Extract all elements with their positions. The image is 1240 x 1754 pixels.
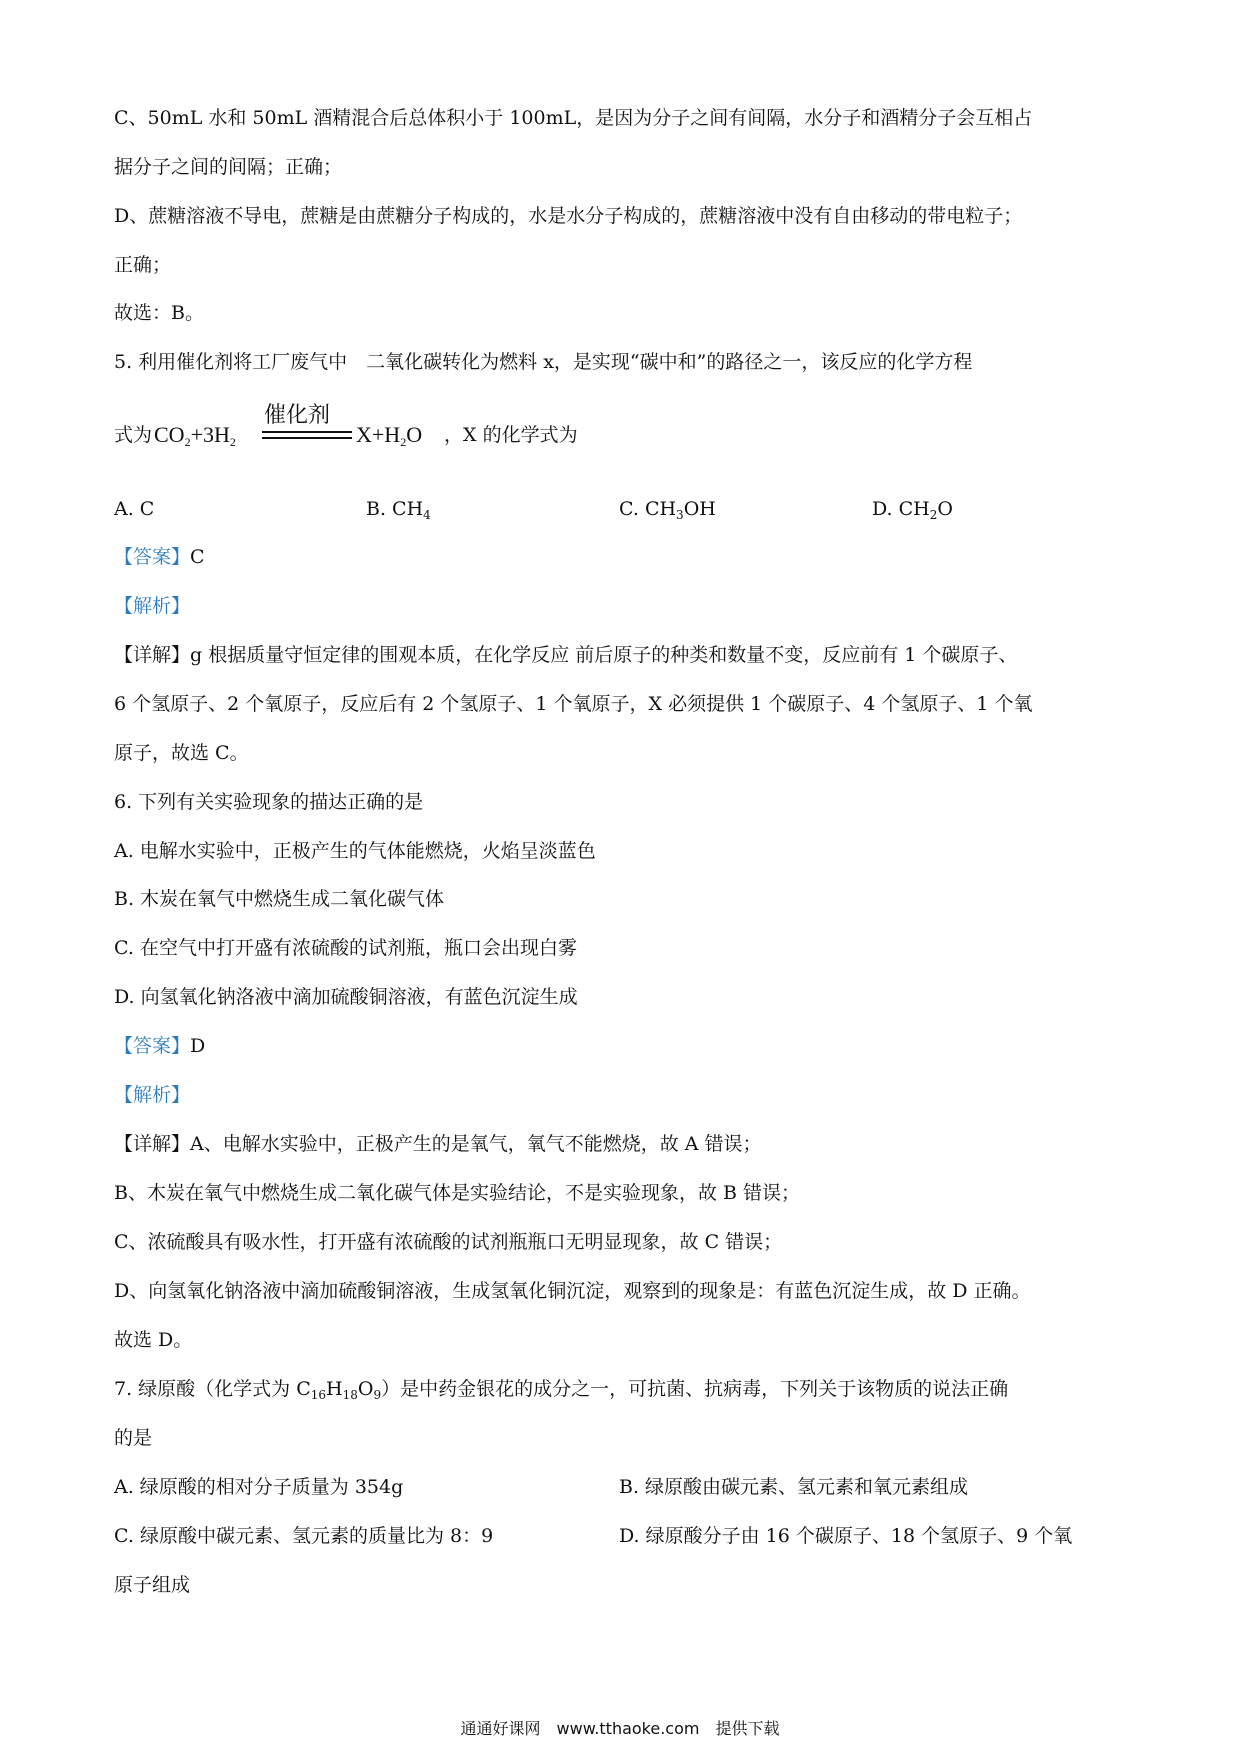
q5-answer: 【答案】C [114, 546, 205, 568]
q5-detail-line3: 原子，故选 C。 [114, 742, 249, 764]
q7-option-c: C. 绿原酸中碳元素、氢元素的质量比为 8：9 [114, 1525, 494, 1547]
q6-option-a: A. 电解水实验中，正极产生的气体能燃烧，火焰呈淡蓝色 [114, 840, 596, 862]
q5-detail-line1: 【详解】g 根据质量守恒定律的围观本质，在化学反应 前后原子的种类和数量不变，反应前有 1 个碳原子、 [114, 644, 1018, 666]
q6-option-b: B. 木炭在氧气中燃烧生成二氧化碳气体 [114, 888, 445, 910]
q6-option-c: C. 在空气中打开盛有浓硫酸的试剂瓶，瓶口会出现白雾 [114, 937, 577, 959]
question-5-stem: 5. 利用催化剂将工厂废气中 二氧化碳转化为燃料 x，是实现“碳中和”的路径之一，该反应的化学方程 [114, 351, 973, 373]
q5-analysis-heading: 【解析】 [114, 595, 191, 617]
q5-option-b: B. $CH_4$ [366, 498, 431, 522]
q6-answer: 【答案】D [114, 1035, 206, 1057]
q6-analysis-heading: 【解析】 [114, 1084, 191, 1106]
q7-option-d-line2: 原子组成 [114, 1574, 191, 1596]
equation-products: $X+H_2O$ [356, 422, 423, 449]
para-d-line1: D、蔗糖溶液不导电，蔗糖是由蔗糖分子构成的，水是水分子构成的，蔗糖溶液中没有自由移动的带电粒子； [114, 205, 1023, 227]
q6-option-d: D. 向氢氧化钠洛液中滴加硫酸铜溶液，有蓝色沉淀生成 [114, 986, 578, 1008]
q7-option-b: B. 绿原酸由碳元素、氢元素和氧元素组成 [619, 1476, 969, 1498]
question-7-stem-line2: 的是 [114, 1427, 153, 1449]
q5-option-d: D. $CH_2O$ [872, 498, 953, 522]
q6-detail-line1: 【详解】A、电解水实验中，正极产生的是氧气，氧气不能燃烧，故 A 错误； [114, 1133, 762, 1155]
q6-detail-line2: B、木炭在氧气中燃烧生成二氧化碳气体是实验结论，不是实验现象，故 B 错误； [114, 1182, 801, 1204]
para-c-line1: C、50mL 水和 50mL 酒精混合后总体积小于 100mL，是因为分子之间有间隔，水分子和酒精分子会互相占 [114, 107, 1033, 129]
para-choice-b: 故选：B。 [114, 302, 204, 324]
q5-option-c: C. $CH_3OH$ [619, 498, 716, 522]
chemical-equation [114, 398, 814, 458]
equation-reactants: $CO_2+3H_2$ [154, 422, 236, 449]
page-footer: 通通好课网 www.tthaoke.com 提供下载 [460, 1719, 780, 1738]
q5-detail-line2: 6 个氢原子、2 个氧原子，反应后有 2 个氢原子、1 个氧原子，X 必须提供 1 个碳原子、4 个氢原子、1 个氧 [114, 693, 1033, 715]
equation-prefix: 式为 [114, 424, 153, 446]
equation-suffix: ，X 的化学式为 [444, 424, 578, 446]
question-7-stem: 7. 绿原酸（化学式为 $C_{16}H_{18}O_9$）是中药金银花的成分之一，可抗菌、抗病毒，下列关于该物质的说法正确 [114, 1378, 1009, 1402]
q5-option-a: A. C [114, 498, 155, 520]
q6-detail-line5: 故选 D。 [114, 1329, 193, 1351]
q7-option-a: A. 绿原酸的相对分子质量为 354g [114, 1476, 404, 1498]
para-c-line2: 据分子之间的间隔；正确； [114, 156, 343, 178]
catalyst-label: 催化剂 [264, 403, 331, 428]
para-d-line2: 正确； [114, 254, 172, 276]
q6-detail-line4: D、向氢氧化钠洛液中滴加硫酸铜溶液，生成氢氧化铜沉淀，观察到的现象是：有蓝色沉淀生成，故 D 正确。 [114, 1280, 1031, 1302]
question-6-stem: 6. 下列有关实验现象的描达正确的是 [114, 791, 424, 813]
q7-option-d: D. 绿原酸分子由 16 个碳原子、18 个氢原子、9 个氧 [619, 1525, 1073, 1547]
equation-double-line [262, 431, 352, 439]
q6-detail-line3: C、浓硫酸具有吸水性，打开盛有浓硫酸的试剂瓶瓶口无明显现象，故 C 错误； [114, 1231, 783, 1253]
